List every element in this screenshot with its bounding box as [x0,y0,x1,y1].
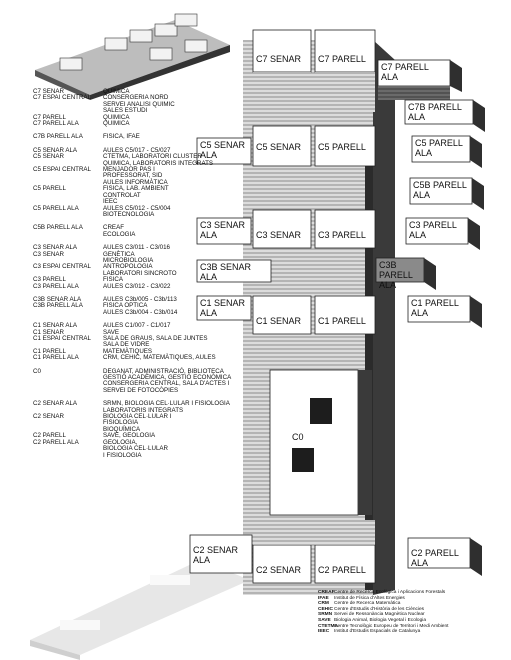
directory-text: ECOLOGIA [103,230,136,238]
directory-text: QUIMICA, LABORATORIS INTEGRATS [103,159,214,167]
directory-text: I FISIOLOGIA [103,451,142,459]
directory-text: SERVEI ANALISI QUIMIC [103,100,175,108]
directory-text: DEGANAT, ADMINISTRACIÓ, BIBLIOTECA [103,367,224,375]
label-c1-parell-ala: C1 PARELL ALA [411,298,459,318]
directory-text: AULES C3b/005 - C3b/113 [103,295,177,303]
legend-row [318,629,448,635]
directory-text: GEOLOGIA, [103,438,138,446]
directory-row [33,212,283,218]
label-c5-parell-ala: C5 PARELL ALA [415,138,463,158]
label-c7-parell: C7 PARELL [318,54,366,64]
label-c3-senar: C3 SENAR [256,230,302,240]
label-c5-parell: C5 PARELL [318,142,366,152]
label-c5-senar-ala: C5 SENAR ALA [200,140,246,160]
directory-floor: C3 PARELL ALA [33,282,79,290]
legend-text: Institut d'Estudis Espacials de Catalunya [334,629,421,635]
directory-text: AULES C5/017 - C5/027 [103,146,171,154]
directory-row [33,121,283,127]
legend-text: Centre Tecnològic Europeu de Territori i Medi Ambient [334,623,449,629]
directory-floor: C2 SENAR [33,413,64,421]
directory-text: CONSERGERIA CENTRAL, SALA D'ACTES I [103,380,230,388]
label-c1-parell: C1 PARELL [318,316,366,326]
directory-floor: C1 ESPAI CENTRAL [33,335,91,342]
directory-row [33,355,283,361]
directory-floor [33,453,103,459]
directory-text: LABORATORIS INTEGRATS [103,406,184,414]
directory-text: AULES C5/012 - C5/004 [103,204,171,212]
legend-text: Biologia Animal, Biologia Vegetal i Ecologia [334,617,427,623]
directory-floor: C5B PARELL ALA [33,224,83,232]
directory-floor: C5 SENAR ALA [33,146,78,154]
directory-text: CRM, CEHIC, MATEMÀTIQUES, AULES [103,354,216,362]
legend-text: Centre de Recerca Matemàtica [334,601,401,607]
directory-floor: C7 PARELL ALA [33,120,79,128]
label-c5b-parell-ala: C5B PARELL ALA [413,180,467,200]
directory-text: SAVE, GEOLOGIA [103,432,156,440]
abbreviations-legend [318,590,448,635]
directory-text: QUIMICA [103,120,130,128]
directory-text: AULES INFORMÀTICA [103,178,168,186]
directory-floor: C3 ESPAI CENTRAL [33,263,91,271]
legend-abbr: SAVE [318,617,331,623]
directory-text: SRMN, BIOLOGIA CEL·LULAR I FISIOLOGIA [103,400,230,408]
label-c2-parell-ala: C2 PARELL ALA [411,548,459,568]
directory-text: MATEMÀTIQUES [103,347,153,355]
directory-floor: C1 PARELL [33,347,66,355]
directory-text: BIOLOGIA CEL·LULAR [103,445,168,453]
directory-floor: C2 PARELL [33,432,66,440]
directory-text: FISICA [103,276,123,284]
directory-row [33,284,283,290]
directory-floor: C0 [33,367,41,375]
directory-text: CONSERGERIA NORD [103,94,169,102]
legend-text: Servei de Ressonància Magnètica Nuclear [334,612,425,618]
directory-floor: C5 PARELL [33,185,66,193]
label-c3b-parell-ala: C3B PARELL ALA [379,260,413,290]
directory-text: GESTIÓ ACADÈMICA, GESTIÓ ECONÒMICA [103,374,232,382]
directory-text: MICROBIOLOGIA [103,256,154,264]
directory-text: FISICA, IFAE [103,133,140,141]
legend-abbr: SRMN [318,612,333,618]
directory-floor [33,232,103,238]
label-c7-parell-ala: C7 PARELL ALA [381,62,429,82]
legend-text: Centre de Recerca Ecològica i Aplicacions Forestals [334,590,446,595]
label-c0: C0 [292,432,304,442]
mini-building-bottom-left [30,560,250,660]
directory-floor: C1 SENAR ALA [33,322,78,330]
directory-floor: C7 SENAR [33,88,64,95]
label-c2-senar: C2 SENAR [256,565,302,575]
label-c1-senar-ala: C1 SENAR ALA [200,298,246,318]
directory-text: FISICA, LAB. AMBIENT [103,185,169,193]
directory-text: AULES C3b/004 - C3b/014 [103,308,178,316]
legend-abbr: CTETMA [318,623,338,629]
legend-abbr: IEEC [318,629,330,635]
directory-floor [33,388,103,394]
legend-abbr: CEHIC [318,606,333,612]
directory-text: AULES C1/007 - C1/017 [103,322,171,330]
directory-text: AULES C3/012 - C3/022 [103,282,171,290]
label-c2-parell: C2 PARELL [318,565,366,575]
legend-abbr: CRM [318,601,329,607]
directory-text: MENJADOR PAS I [103,166,155,174]
directory-text: CREAF [103,224,124,232]
directory-text: SALES ESTUDI [103,107,148,115]
directory-text: BIOQUÍMICA [103,425,141,433]
directory-text: BIOTECNOLOGIA [103,210,155,218]
directory-text: QUIMICA [103,88,130,95]
directory-floor: C5 ESPAI CENTRAL [33,166,91,174]
directory-text: SERVEI DE FOTOCÒPIES [103,386,179,394]
directory-text: LABORATORI SINCROTO [103,269,177,277]
directory-floor: C1 SENAR [33,328,64,336]
directory-text: FISIOLOGIA [103,419,139,427]
directory-text: QUIMICA [103,113,130,121]
directory-floor: C3B PARELL ALA [33,302,83,310]
legend-text: Centre d'Estudis d'Història de les Ciències [334,606,425,612]
directory-text: FISICA OPTICA [103,302,148,310]
directory-text: IEEC [103,198,118,206]
directory-text: CTETMA, LABORATORI CLUSTER [103,153,202,161]
directory-floor: C7 PARELL [33,113,66,121]
directory-floor [33,212,103,218]
directory-text: GENÈTICA [103,250,135,258]
legend-text: Institut de Física d'Altes Energies [334,595,405,601]
directory-floor: C7B PARELL ALA [33,133,83,141]
legend-abbr: CREAF [318,590,335,595]
directory-floor: C5 SENAR [33,153,64,161]
directory-text: ANTROPOLOGIA [103,263,153,271]
directory-floor: C3 SENAR [33,250,64,258]
directory-floor: C2 SENAR ALA [33,400,78,408]
label-c7b-parell-ala: C7B PARELL ALA [408,102,462,122]
directory-floor [33,310,103,316]
label-c1-senar: C1 SENAR [256,316,302,326]
directory-text: SALA DE VIDRE [103,341,150,349]
label-c3-parell-ala: C3 PARELL ALA [409,220,457,240]
legend-abbr: IFAE [318,595,329,601]
directory-row [33,453,283,459]
directory-floor: C3 PARELL [33,276,66,284]
directory-floor: C3 SENAR ALA [33,244,78,252]
directory-row [33,388,283,394]
label-c3-parell: C3 PARELL [318,230,366,240]
directory-floor: C7 ESPAI CENTRAL [33,94,91,102]
label-c2-senar-ala: C2 SENAR ALA [193,545,239,565]
label-c7-senar: C7 SENAR [256,54,302,64]
directory-floor: C5 PARELL ALA [33,204,79,212]
mini-building-top-left [35,14,230,100]
directory-text: AULES C3/011 - C3/016 [103,244,170,252]
label-c3b-senar-ala: C3B SENAR ALA [200,262,252,282]
label-c5-senar: C5 SENAR [256,142,302,152]
directory-text: PROFESSORAT, SID [103,172,163,180]
directory-text: SALA DE GRAUS, SALA DE JUNTES [103,335,208,342]
directory-floor: C3B SENAR ALA [33,295,82,303]
directory-text: SAVE [103,328,120,336]
directory-floor: C1 PARELL ALA [33,354,79,362]
directory-floor: C2 PARELL ALA [33,438,79,446]
directory-text: BIOLOGIA CEL·LULAR I [103,413,172,421]
directory-text: CONTROLAT [103,191,141,199]
label-c3-senar-ala: C3 SENAR ALA [200,220,246,240]
